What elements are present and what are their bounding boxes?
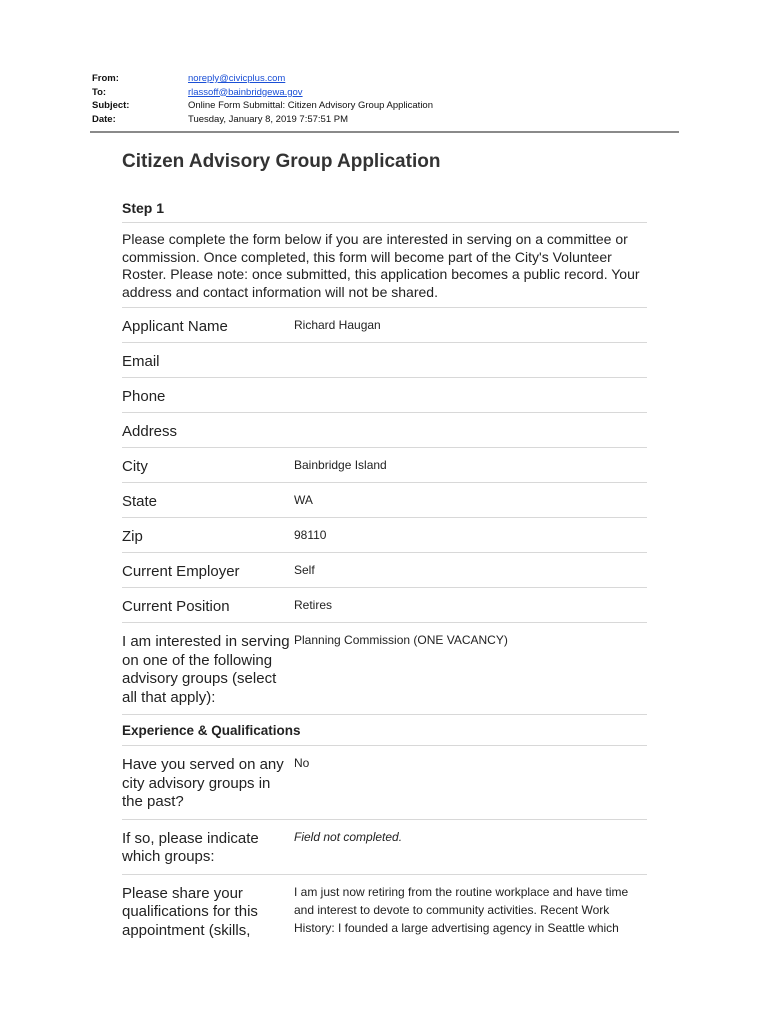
field-label: Phone (122, 388, 166, 405)
field-label: City (122, 458, 148, 475)
to-row (92, 86, 692, 100)
field-value: Bainbridge Island (294, 458, 387, 472)
step-heading: Step 1 (122, 200, 647, 223)
form-title: Citizen Advisory Group Application (122, 151, 441, 172)
field-row-zip (122, 518, 647, 553)
subject-row (92, 99, 692, 113)
field-row-current-position (122, 588, 647, 623)
field-label: State (122, 493, 158, 510)
field-row-applicant-name (122, 308, 647, 343)
header-divider (90, 131, 679, 133)
field-value: WA (294, 493, 313, 507)
field-row-address (122, 413, 647, 448)
email-header (92, 72, 692, 126)
field-row-current-employer (122, 553, 647, 588)
field-label: Have you served on any city advisory groups in the past? (122, 756, 284, 810)
field-label: Please share your qualifications for this appointment (skills, (122, 884, 258, 939)
field-label: I am interested in serving on one of the following advisory groups (select all that apply): (122, 633, 290, 706)
from-label: From: (92, 73, 119, 84)
field-value: Field not completed. (294, 829, 403, 844)
field-value (294, 386, 647, 405)
field-row-which-groups (122, 820, 647, 875)
field-label: If so, please indicate which groups: (122, 829, 259, 865)
date-label: Date: (92, 113, 116, 125)
date-row (92, 113, 692, 127)
field-value: Self (294, 563, 315, 577)
field-value: Planning Commission (ONE VACANCY) (294, 633, 508, 647)
field-row-phone (122, 378, 647, 413)
field-row-served-before (122, 746, 647, 820)
field-row-city (122, 448, 647, 483)
from-row (92, 72, 692, 86)
field-row-qualifications (122, 875, 647, 948)
field-label: Current Position (122, 598, 230, 615)
field-label: Zip (122, 528, 143, 545)
date-value: Tuesday, January 8, 2019 7:57:51 PM (188, 113, 349, 125)
field-value: Retires (294, 598, 333, 612)
field-value: I am just now retiring from the routine workplace and have time and interest to devote to community activities. Recent Work History: I founded a large advertising agency in Seattle which (294, 884, 629, 935)
field-value (294, 351, 647, 370)
intro-text: Please complete the form below if you are interested in serving on a committee or commission. Once completed, this form will become part of the City's Volunteer Roster. Please note: once submitted, this application becomes a public record. Your address and contact information will not be shared. (122, 223, 647, 308)
field-row-advisory-groups (122, 623, 647, 715)
to-label: To: (92, 86, 107, 98)
to-address-link[interactable]: rlassoff@bainbridgewa.gov (188, 86, 303, 98)
field-value: No (294, 756, 310, 770)
field-row-email (122, 343, 647, 378)
field-value: 98110 (294, 528, 327, 542)
field-label: Current Employer (122, 563, 240, 580)
subject-value: Online Form Submittal: Citizen Advisory Group Application (188, 100, 433, 111)
from-address-link[interactable]: noreply@civicplus.com (188, 73, 286, 84)
field-value: Richard Haugan (294, 318, 381, 332)
field-label: Email (122, 353, 160, 370)
experience-heading: Experience & Qualifications (122, 715, 647, 746)
subject-label: Subject: (92, 100, 130, 111)
field-value (294, 421, 647, 440)
form-body (122, 150, 647, 947)
field-label: Address (122, 423, 178, 440)
field-row-state (122, 483, 647, 518)
field-label: Applicant Name (122, 318, 228, 335)
